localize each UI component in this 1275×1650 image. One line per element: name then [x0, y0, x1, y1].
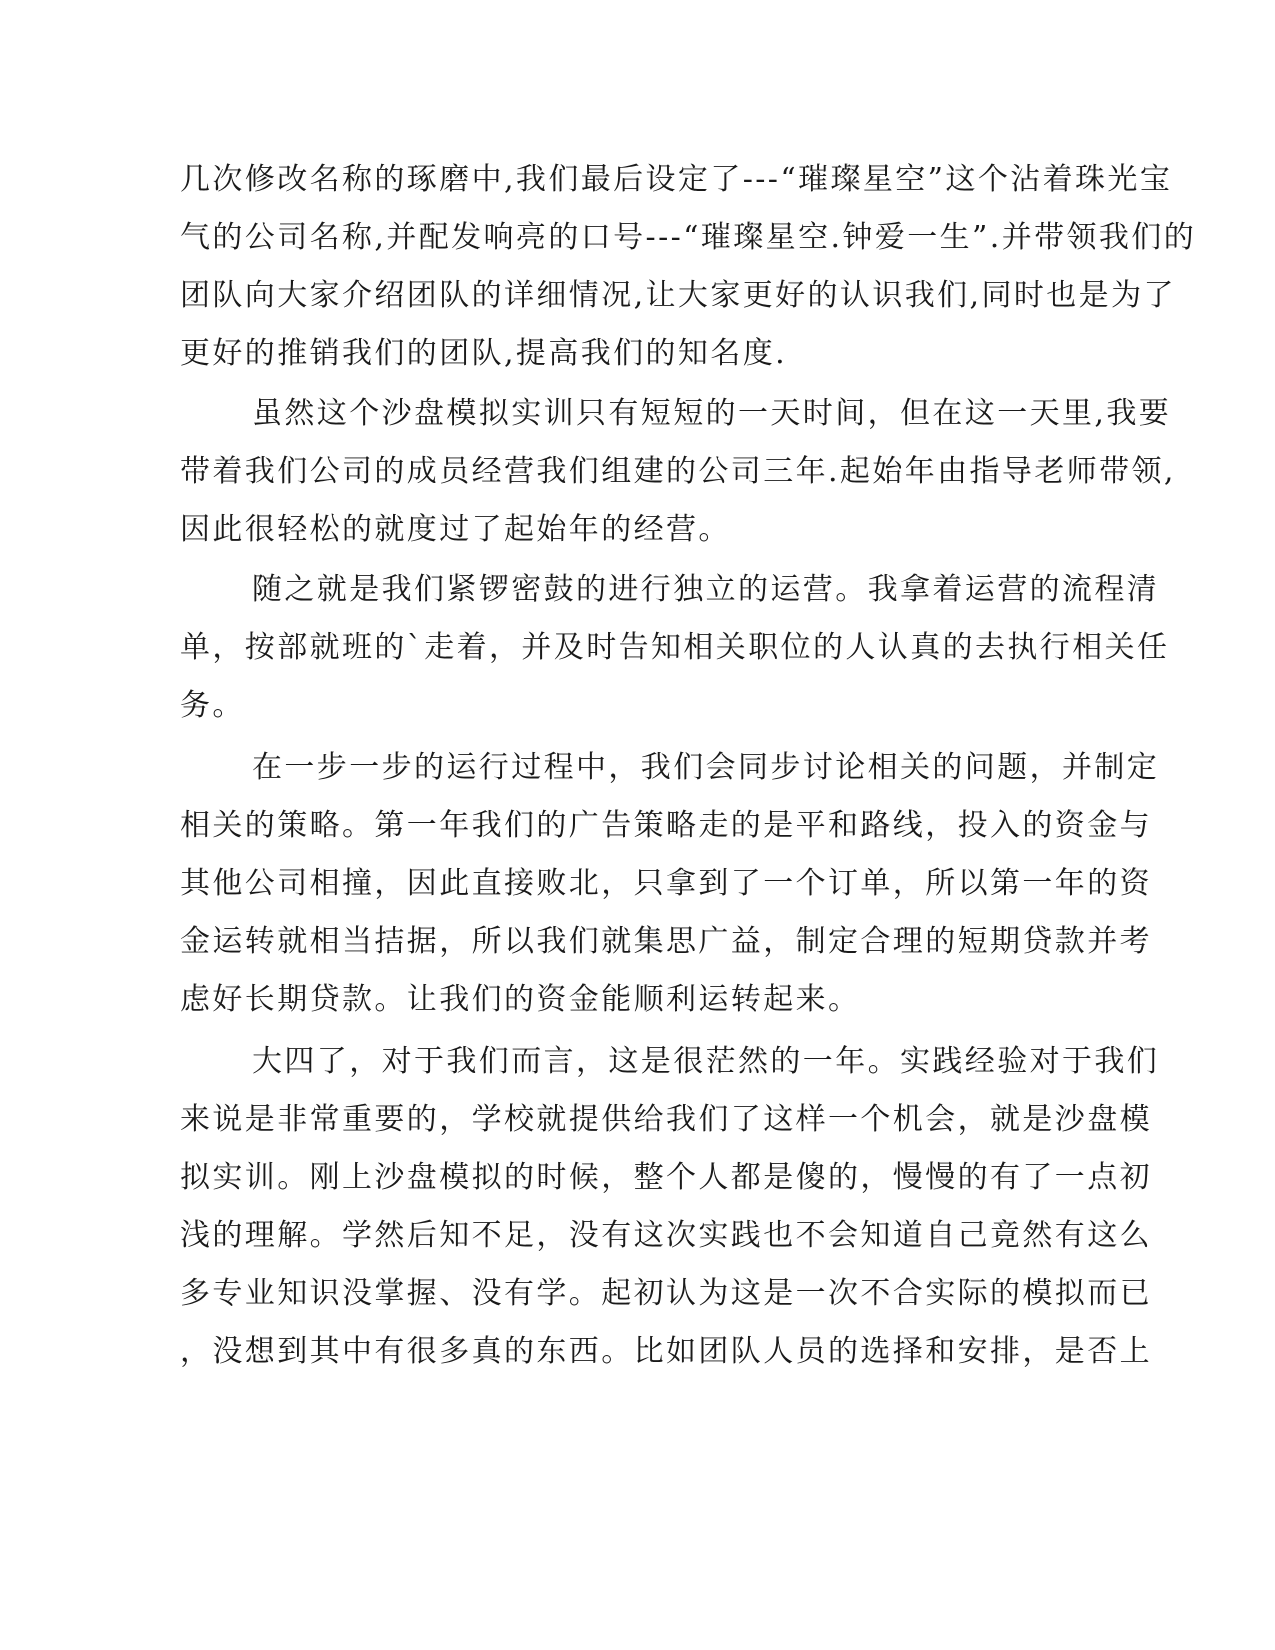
text-line: 大四了，对于我们而言，这是很茫然的一年。实践经验对于我们: [252, 1044, 1160, 1079]
text-line: 相关的策略。第一年我们的广告策略走的是平和路线，投入的资金与: [180, 808, 1152, 843]
text-line: 单，按部就班的`走着，并及时告知相关职位的人认真的去执行相关任: [180, 630, 1170, 665]
text-line: 务。: [180, 688, 245, 723]
text-line: 在一步一步的运行过程中，我们会同步讨论相关的问题，并制定: [252, 750, 1160, 785]
text-line: 浅的理解。学然后知不足，没有这次实践也不会知道自己竟然有这么: [180, 1218, 1152, 1253]
text-line: 随之就是我们紧锣密鼓的进行独立的运营。我拿着运营的流程清: [252, 572, 1160, 607]
text-line: 团队向大家介绍团队的详细情况,让大家更好的认识我们,同时也是为了: [180, 278, 1176, 313]
text-line: 金运转就相当拮据，所以我们就集思广益，制定合理的短期贷款并考: [180, 924, 1152, 959]
text-line: 多专业知识没掌握、没有学。起初认为这是一次不合实际的模拟而已: [180, 1276, 1152, 1311]
text-line: 虽然这个沙盘模拟实训只有短短的一天时间，但在这一天里,我要: [252, 396, 1172, 431]
text-line: ，没想到其中有很多真的东西。比如团队人员的选择和安排，是否上: [180, 1334, 1152, 1369]
text-line: 几次修改名称的琢磨中,我们最后设定了---“璀璨星空”这个沾着珠光宝: [180, 162, 1173, 197]
text-line: 带着我们公司的成员经营我们组建的公司三年.起始年由指导老师带领,: [180, 454, 1176, 489]
text-line: 虑好长期贷款。让我们的资金能顺利运转起来。: [180, 982, 861, 1017]
text-line: 其他公司相撞，因此直接败北，只拿到了一个订单，所以第一年的资: [180, 866, 1152, 901]
text-line: 拟实训。刚上沙盘模拟的时候，整个人都是傻的，慢慢的有了一点初: [180, 1160, 1152, 1195]
text-line: 气的公司名称,并配发响亮的口号---“璀璨星空.钟爱一生”.并带领我们的: [180, 220, 1197, 255]
text-line: 更好的推销我们的团队,提高我们的知名度.: [180, 336, 788, 371]
text-line: 因此很轻松的就度过了起始年的经营。: [180, 512, 731, 547]
text-line: 来说是非常重要的，学校就提供给我们了这样一个机会，就是沙盘模: [180, 1102, 1152, 1137]
